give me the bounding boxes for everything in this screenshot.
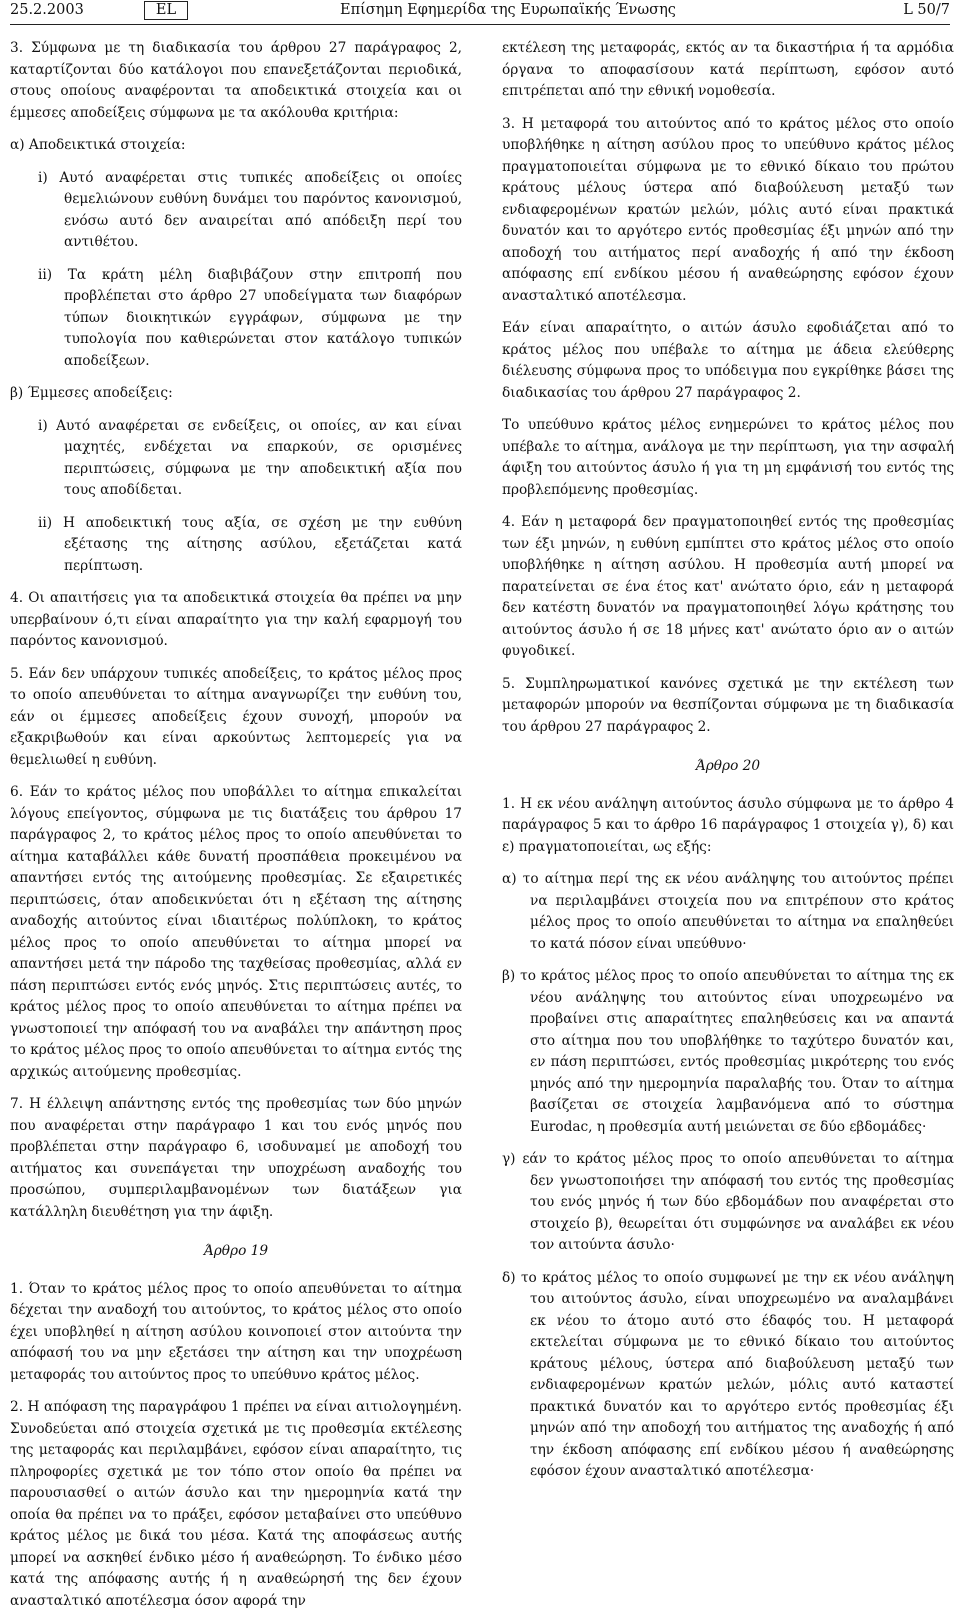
left-column	[10, 38, 462, 1623]
right-column	[502, 38, 954, 1494]
paragraph-3: 3. Σύμφωνα με τη διαδικασία του άρθρου 27 παράγραφος 2, καταρτίζονται δύο κατάλογοι που επανεξετάζονται περιοδικά, στους οποίους αναφέρονται τα αποδεικτικά στοιχεία και οι έμμεσες αποδείξεις σύμφωνα με τα ακόλουθα κριτήρια:	[10, 40, 462, 121]
article-19-paragraph-3: 3. Η μεταφορά του αιτούντος από το κράτος μέλος στο οποίο υποβλήθηκε η αίτηση ασύλου προς το υπεύθυνο κράτος μέλος πραγματοποιείται σύμφωνα με το εθνικό δίκαιο του πρώτου κράτους μέλους ύστερα από διαβούλευση μεταξύ των ενδιαφερομένων κρατών μελών, μόλις αυτό είναι πρακτικά δυνατόν και το αργότερο εντός προθεσμίας έξι μηνών από την αποδοχή του αιτήματος περί αναδοχής ή από την έκδοση απόφασης επί ενδίκου μέσου ή αναθεώρησης εφόσον έχουν ανασταλτικό αποτέλεσμα.	[502, 115, 954, 304]
article-20-item-b: β) το κράτος μέλος προς το οποίο απευθύνεται το αίτημα της εκ νέου ανάληψης του αιτούντος είναι υποχρεωμένο να προβαίνει στις απαραίτητες επαληθεύσεις και να απαντά στο αίτημα που του υποβλήθηκε το ταχύτερο δυνατόν και, εν πάση περιπτώσει, εντός προθεσμίας μικρότερης του ενός μηνός από την ημερομηνία παραλαβής του. Όταν το αίτημα βασίζεται σε στοιχεία λαμβανόμενα από το σύστημα Eurodac, η προθεσμία αυτή μειώνεται σε δύο εβδομάδες·	[502, 968, 954, 1135]
article-20-paragraph-1: 1. Η εκ νέου ανάληψη αιτούντος άσυλο σύμφωνα με το άρθρο 4 παράγραφος 5 και το άρθρο 16 παράγραφος 1 στοιχεία γ), δ) και ε) πραγματοποιείται, ως εξής:	[502, 795, 954, 855]
paragraph-6: 6. Εάν το κράτος μέλος που υποβάλλει το αίτημα επικαλείται λόγους επείγοντος, σύμφωνα με τις διατάξεις του άρθρου 17 παράγραφος 2, το κράτος μέλος προς το οποίο απευθύνεται το αίτημα καταβάλλει κάθε δυνατή προσπάθεια προκειμένου να απαντήσει εντός της αιτούμενης προθεσμίας. Σε εξαιρετικές περιπτώσεις, όταν αποδεικνύεται ότι η εξέταση της αίτησης αναδοχής αιτούντος είναι ιδιαιτέρως πολύπλοκη, το κράτος μέλος προς το οποίο απευθύνεται το αίτημα μπορεί να απαντήσει μετά την πάροδο της ταχθείσας προθεσμίας, αλλά εν πάση περιπτώσει εντός ενός μηνός. Στις περιπτώσεις αυτές, το κράτος μέλος προς το οποίο απευθύνεται το αίτημα πρέπει να γνωστοποιεί την απόφασή του να αναβάλει την απάντηση προς το κράτος μέλος προς το οποίο απευθύνεται το αίτημα εντός της αρχικώς αιτούμενης προθεσμίας.	[10, 784, 462, 1080]
article-19-paragraph-2: 2. Η απόφαση της παραγράφου 1 πρέπει να είναι αιτιολογημένη. Συνοδεύεται από στοιχεία σχετικά με τις προθεσμία εκτέλεσης της μεταφοράς και περιλαμβάνει, εφόσον είναι απαραίτητο, τις πληροφορίες σχετικά με τον τόπο στον οποίο θα πρέπει να παρουσιασθεί ο αιτών άσυλο και την ημερομηνία κατά την οποία θα πρέπει να το πράξει, εφόσον μεταβαίνει στο υπεύθυνο κράτος μέλος με δικά του μέσα. Κατά της αποφάσεως αυτής μπορεί να ασκηθεί ένδικο μέσο ή αναθεώρηση. Το ένδικο μέσο κατά της απόφασης αυτής ή η αναθεώρησή της δεν έχουν ανασταλτικό αποτέλεσμα όσον αφορά την	[10, 1399, 462, 1609]
article-19-paragraph-5: 5. Συμπληρωματικοί κανόνες σχετικά με την εκτέλεση των μεταφορών μπορούν να θεσπίζονται σύμφωνα με τη διαδικασία του άρθρου 27 παράγραφος 2.	[502, 675, 954, 735]
item-b: β) Έμμεσες αποδείξεις:	[10, 385, 173, 401]
item-b-i: i) Αυτό αναφέρεται σε ενδείξεις, οι οποίες, αν και είναι μαχητές, ενδέχεται να επαρκούν, σε ορισμένες περιπτώσεις, σύμφωνα με την αποδεικτική αξία που τους αποδίδεται.	[38, 417, 462, 498]
paragraph-7: 7. Η έλλειψη απάντησης εντός της προθεσμίας των δύο μηνών που αναφέρεται στην παράγραφο 1 και του ενός μηνός που προβλέπεται στην παράγραφο 6, ισοδυναμεί με αποδοχή του αιτήματος και συνεπάγεται την υποχρέωση αναδοχής του προσώπου, συμπεριλαμβανομένων των διατάξεων για κατάλληλη διευθέτηση για την άφιξη.	[10, 1096, 462, 1220]
paragraph-4: 4. Οι απαιτήσεις για τα αποδεικτικά στοιχεία θα πρέπει να μην υπερβαίνουν ό,τι είναι απαραίτητο για την καλή εφαρμογή του παρόντος κανονισμού.	[10, 590, 462, 649]
item-a-ii: ii) Τα κράτη μέλη διαβιβάζουν στην επιτροπή που προβλέπεται στο άρθρο 27 υποδείγματα των διαφόρων τύπων διοικητικών εγγράφων, σύμφωνα με την τυπολογία που καθιερώνεται στον κατάλογο τυπικών αποδείξεων.	[38, 266, 462, 369]
article-20-item-c: γ) εάν το κράτος μέλος προς το οποίο απευθύνεται το αίτημα δεν γνωστοποιήσει την απόφασή του εντός της προθεσμίας του ενός μηνός ή των δύο εβδομάδων που αναφέρεται στο στοιχείο β), θεωρείται ότι συμφώνησε να αναλάβει εκ νέου τον αιτούντα άσυλο·	[502, 1151, 954, 1253]
article-19-paragraph-4: 4. Εάν η μεταφορά δεν πραγματοποιηθεί εντός της προθεσμίας των έξι μηνών, η ευθύνη εμπίπτει στο κράτος μέλος στο οποίο υποβλήθηκε η αίτηση ασύλου. Η προθεσμία αυτή μπορεί να παρατείνεται σε ένα έτος κατ' ανώτατο όριο, εάν η μεταφορά δεν κατέστη δυνατόν να πραγματοποιηθεί λόγω κράτησης του αιτούντος άσυλο ή σε 18 μήνες κατ' ανώτατο όριο αν ο αιτών φυγοδικεί.	[502, 514, 954, 659]
paragraph-safe-conduct: Εάν είναι απαραίτητο, ο αιτών άσυλο εφοδιάζεται από το κράτος μέλος που υπέβαλε το αίτημα με άδεια ελεύθερης διέλευσης σύμφωνα προς το υπόδειγμα που εγκρίθηκε βάσει της διαδικασίας του άρθρου 27 παράγραφος 2.	[502, 320, 954, 401]
article-19-heading: Άρθρο 19	[203, 1243, 269, 1259]
header-language-box: EL	[144, 1, 188, 20]
item-a: α) Αποδεικτικά στοιχεία:	[10, 137, 186, 153]
article-20-item-d: δ) το κράτος μέλος το οποίο συμφωνεί με την εκ νέου ανάληψη του αιτούντος άσυλο, είναι υποχρεωμένο να αναλαμβάνει εκ νέου το άτομο αυτό στο έδαφός του. Η μεταφορά εκτελείται σύμφωνα με το εθνικό δίκαιο του αιτούντος κράτους μέλους, ύστερα από διαβούλευση μεταξύ των ενδιαφερομένων κρατών μελών, μόλις αυτό καταστεί πρακτικά δυνατόν και το αργότερο εντός προθεσμίας έξι μηνών από την αποδοχή του αιτήματος της αναδοχής ή από την έκδοση απόφασης επί ενδίκου μέσου ή αναθεώρησης εφόσον έχουν ανασταλτικό αποτέλεσμα·	[502, 1269, 954, 1479]
header-date: 25.2.2003	[10, 2, 84, 18]
header-page-number: L 50/7	[903, 2, 950, 18]
item-a-i: i) Αυτό αναφέρεται στις τυπικές αποδείξεις οι οποίες θεμελιώνουν ευθύνη δυνάμει του παρόντος κανονισμού, ενόσω αυτό δεν αναιρείται από απόδειξη περί του αντιθέτου.	[38, 169, 462, 250]
paragraph-continued: εκτέλεση της μεταφοράς, εκτός αν τα δικαστήρια ή τα αρμόδια όργανα το αποφασίσουν κατά περίπτωση, εφόσον αυτό επιτρέπεται από την εθνική νομοθεσία.	[502, 40, 954, 99]
paragraph-arrival-notice: Το υπεύθυνο κράτος μέλος ενημερώνει το κράτος μέλος που υπέβαλε το αίτημα, ανάλογα με την περίπτωση, για την ασφαλή άφιξη του αιτούντος άσυλο ή για τη μη εμφάνισή του εντός της προβλεπόμενης προθεσμίας.	[502, 417, 954, 498]
article-19-paragraph-1: 1. Όταν το κράτος μέλος προς το οποίο απευθύνεται το αίτημα δέχεται την αναδοχή του αιτούντος, το κράτος μέλος στο οποίο έχει υποβληθεί η αίτηση ασύλου κοινοποιεί στον αιτούντα την απόφασή του να μην εξετάσει την αίτηση και την υποχρέωση μεταφοράς του αιτούντος προς το υπεύθυνο κράτος μέλος.	[10, 1280, 462, 1383]
paragraph-5: 5. Εάν δεν υπάρχουν τυπικές αποδείξεις, το κράτος μέλος προς το οποίο απευθύνεται το αίτημα αναγνωρίζει την ευθύνη του, εάν οι έμμεσες αποδείξεις έχουν συνοχή, μπορούν να εξακριβωθούν και είναι αρκούντως λεπτομερείς για να θεμελιωθεί η ευθύνη.	[10, 665, 462, 768]
article-20-heading: Άρθρο 20	[695, 758, 761, 774]
page-header	[10, 0, 950, 25]
article-20-item-a: α) το αίτημα περί της εκ νέου ανάληψης του αιτούντος πρέπει να περιλαμβάνει στοιχεία που να επιτρέπουν στο κράτος μέλος προς το οποίο απευθύνεται το αίτημα να επαληθεύει το κατά πόσον είναι υπεύθυνο·	[502, 871, 954, 952]
header-journal-title: Επίσημη Εφημερίδα της Ευρωπαϊκής Ένωσης	[340, 2, 676, 18]
item-b-ii: ii) Η αποδεικτική τους αξία, σε σχέση με την ευθύνη εξέτασης της αίτησης ασύλου, εξετάζεται κατά περίπτωση.	[38, 514, 462, 574]
